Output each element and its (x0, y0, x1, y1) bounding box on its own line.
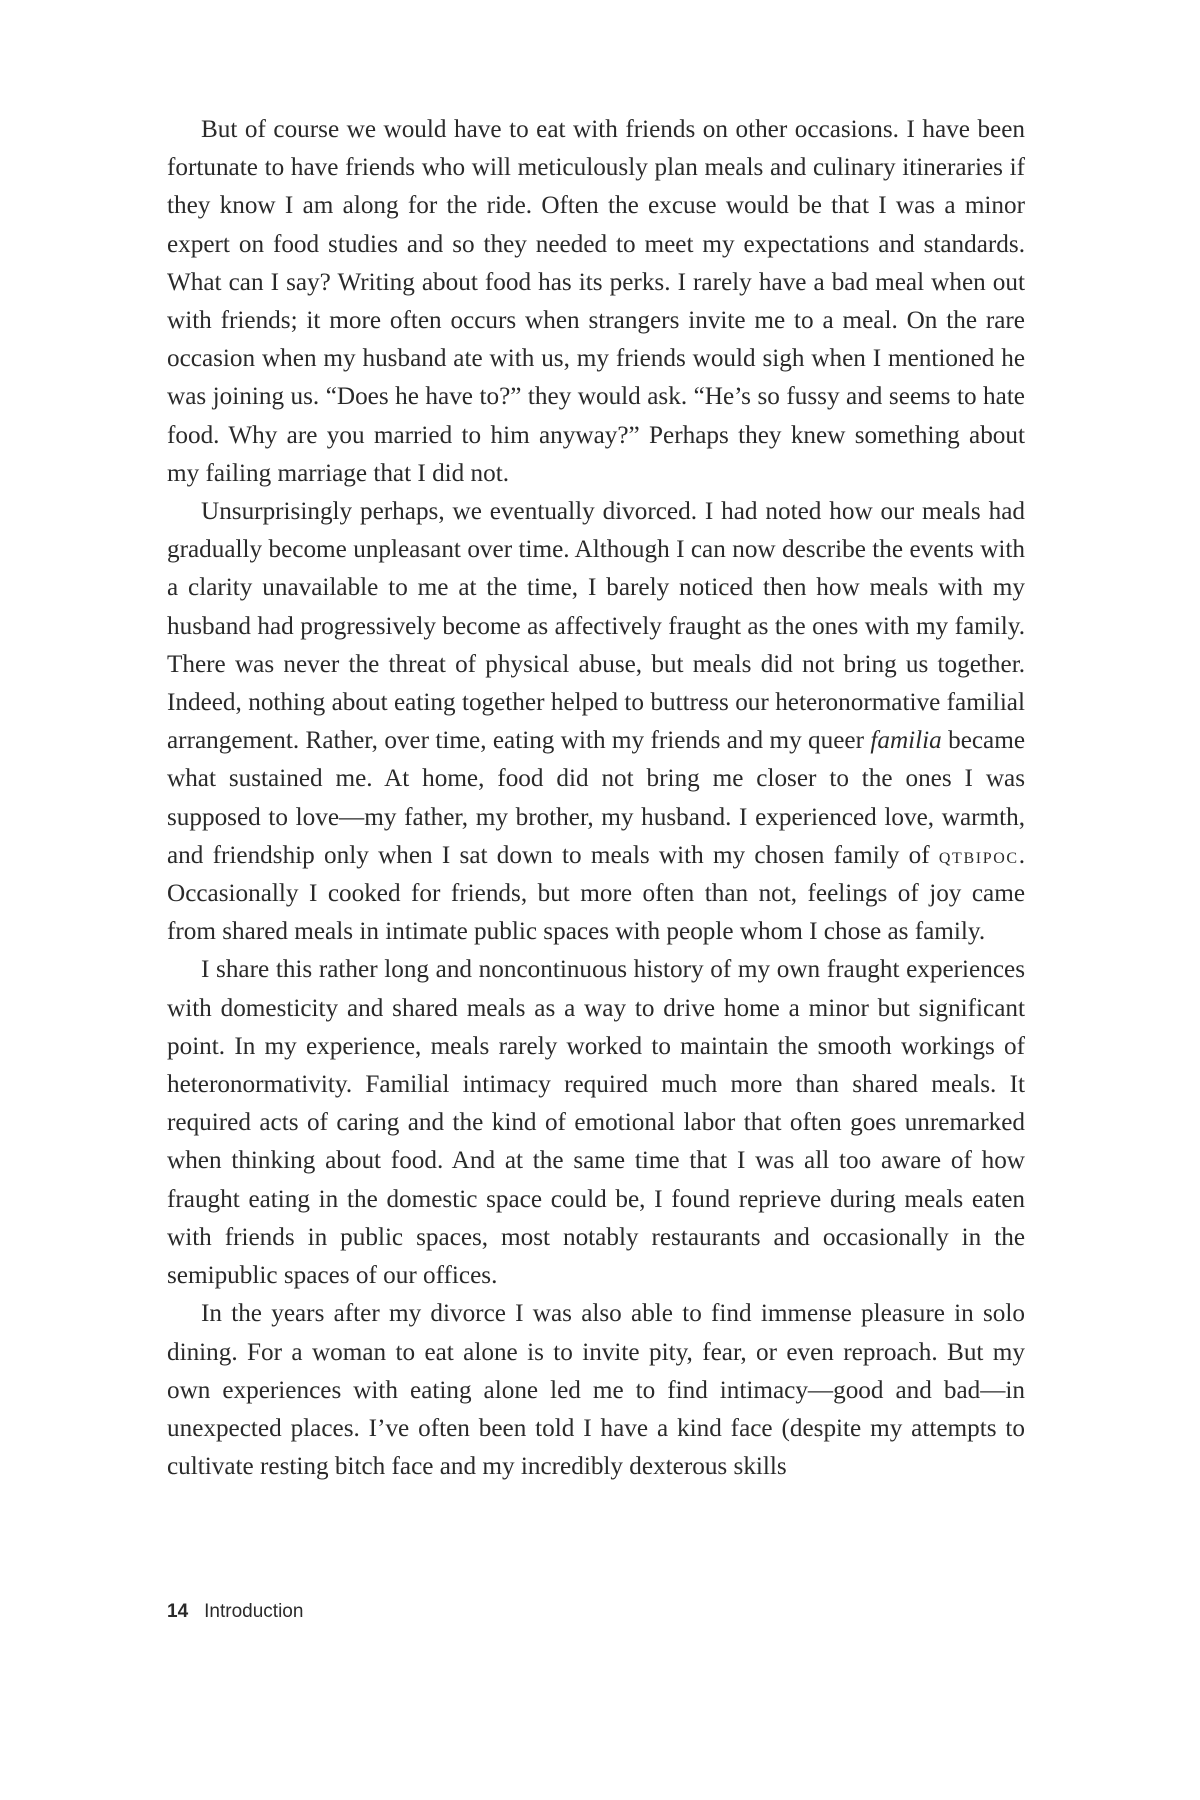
paragraph-4: In the years after my divorce I was also able to find immense pleasure in solo dining. For a woman to eat alone is to invite pity, fear, or even reproach. But my own experiences with eating alone led me to find intimacy—good and bad—in unexpected places. I’ve often been told I have a kind face (despite my attempts to cultivate resting bitch face and my incredibly dexterous skills (167, 1300, 1025, 1481)
paragraph-3: I share this rather long and noncontinuous history of my own fraught experiences with domesticity and shared meals as a way to drive home a minor but significant point. In my experience, meals rarely worked to maintain the smooth workings of heteronormativity. Familial intimacy required much more than shared meals. It required acts of caring and the kind of emotional labor that often goes unremarked when thinking about food. And at the same time that I was all too aware of how fraught eating in the domestic space could be, I found reprieve during meals eaten with friends in public spaces, most notably restaurants and occasionally in the semipublic spaces of our offices. (167, 956, 1025, 1290)
paragraph-2-part-c: . Occasionally I cooked for friends, but more often than not, feelings of joy came from shared meals in intimate public spaces with people whom I chose as family. (167, 841, 1025, 946)
running-footer (167, 1600, 303, 1624)
paragraph-2-part-a: Unsurprisingly perhaps, we eventually divorced. I had noted how our meals had gradually become unpleasant over time. Although I can now describe the events with a clarity unavailable to me at the time, I barely noticed then how meals with my husband had progressively become as affectively fraught as the ones with my family. There was never the threat of physical abuse, but meals did not bring us together. Indeed, nothing about eating together helped to buttress our heteronormative familial arrangement. Rather, over time, eating with my friends and my queer (167, 498, 1025, 755)
paragraph-1: But of course we would have to eat with friends on other occasions. I have been fortunate to have friends who will meticulously plan meals and culinary itineraries if they know I am along for the ride. Often the excuse would be that I was a minor expert on food studies and so they needed to meet my expectations and standards. What can I say? Writing about food has its perks. I rarely have a bad meal when out with friends; it more often occurs when strangers invite me to a meal. On the rare occasion when my husband ate with us, my friends would sigh when I mentioned he was joining us. “Does he have to?” they would ask. “He’s so fussy and seems to hate food. Why are you married to him anyway?” Perhaps they knew something about my failing marriage that I did not. (167, 116, 1025, 487)
paragraph-2 (167, 493, 1025, 951)
italic-familia: familia (870, 727, 942, 755)
body-text (167, 111, 1025, 1486)
paragraph-2-part-b: became what sustained me. At home, food did not bring me closer to the ones I was supposed to love—my father, my brother, my husband. I experienced love, warmth, and friendship only when I sat down to meals with my chosen family of (167, 727, 1026, 869)
running-head-section: Introduction (204, 1601, 304, 1622)
page-number: 14 (167, 1601, 189, 1622)
acronym-qtbipoc: qtbipoc (938, 842, 1019, 869)
